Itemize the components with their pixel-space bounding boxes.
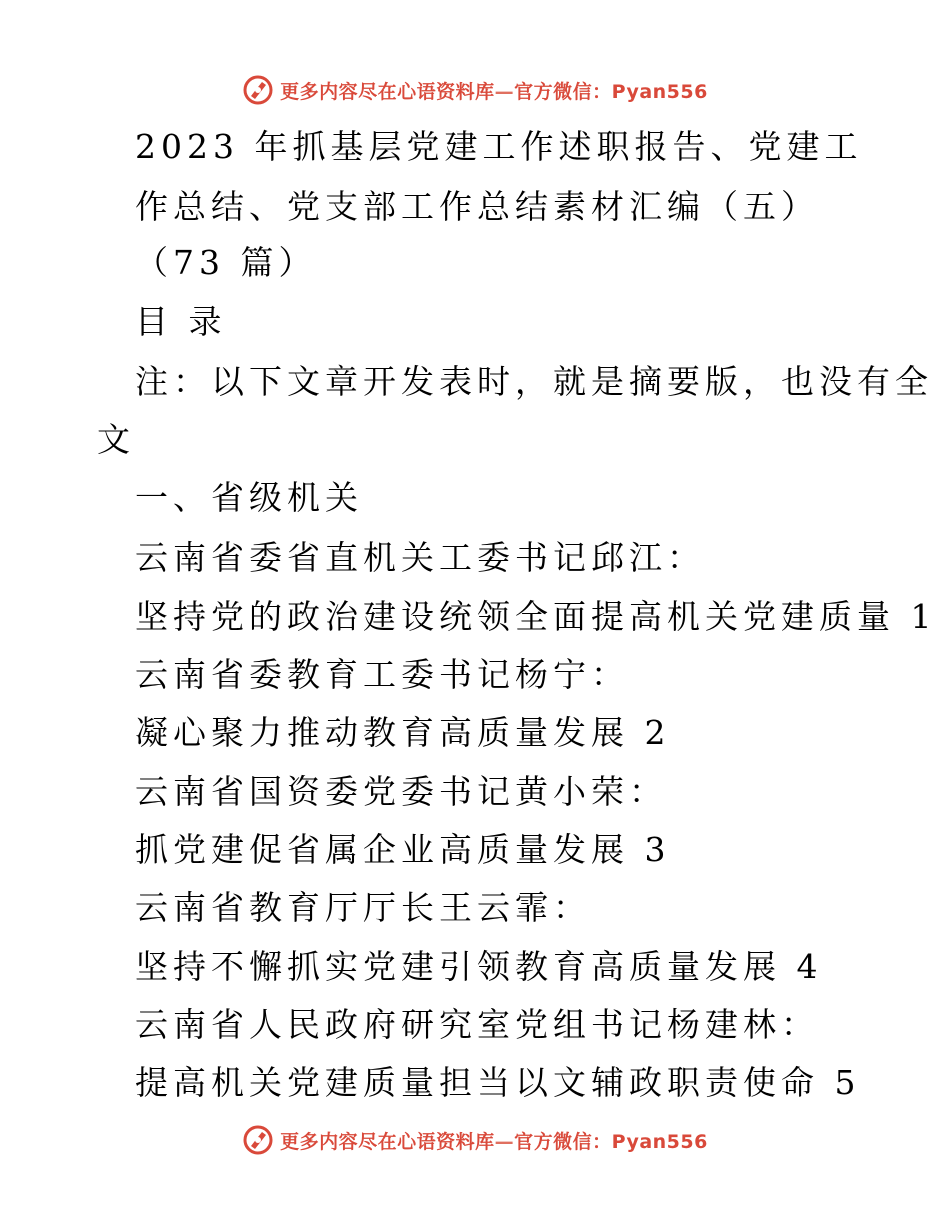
toc-entry-author: 云南省人民政府研究室党组书记杨建林： [135, 1005, 819, 1044]
toc-entry-author: 云南省委省直机关工委书记邱江： [135, 538, 705, 577]
note-line-1: 注：以下文章开发表时，就是摘要版，也没有全 [135, 362, 933, 401]
toc-entry-author: 云南省教育厅厅长王云霏： [135, 888, 591, 927]
watermark-text: 更多内容尽在心语资料库—官方微信：Pyan556 [280, 1130, 708, 1153]
watermark-logo-icon [242, 74, 274, 106]
note-line-2: 文 [97, 420, 135, 459]
toc-entry-title[interactable]: 抓党建促省属企业高质量发展 3 [135, 830, 671, 869]
toc-entry-title[interactable]: 提高机关党建质量担当以文辅政职责使命 5 [135, 1063, 861, 1102]
document-title-line-1: 2023 年抓基层党建工作述职报告、党建工 [135, 127, 863, 166]
toc-heading: 目 录 [135, 302, 227, 341]
document-title-line-3: （73 篇） [135, 243, 317, 282]
watermark-text: 更多内容尽在心语资料库—官方微信：Pyan556 [280, 80, 708, 103]
toc-entry-title[interactable]: 坚持党的政治建设统领全面提高机关党建质量 1 [135, 597, 937, 636]
toc-entry-author: 云南省国资委党委书记黄小荣： [135, 772, 667, 811]
toc-entry-title[interactable]: 坚持不懈抓实党建引领教育高质量发展 4 [135, 947, 823, 986]
footer-watermark [0, 1120, 950, 1160]
document-title-line-2: 作总结、党支部工作总结素材汇编（五） [135, 187, 819, 226]
watermark-logo-icon [242, 1124, 274, 1156]
toc-entry-author: 云南省委教育工委书记杨宁： [135, 655, 629, 694]
section-heading: 一、省级机关 [135, 478, 363, 517]
header-watermark [0, 70, 950, 110]
toc-entry-title[interactable]: 凝心聚力推动教育高质量发展 2 [135, 713, 671, 752]
